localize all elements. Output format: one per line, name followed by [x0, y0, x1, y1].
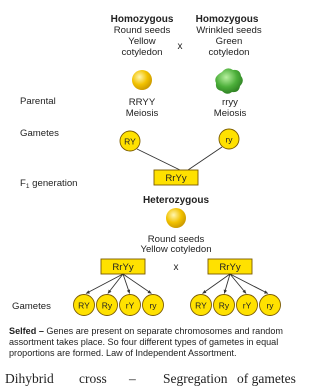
caption-word-4: Segregation — [163, 371, 228, 386]
right-f1-gamete-label: Ry — [218, 300, 230, 311]
f1-round-yellow-seed-icon — [166, 208, 186, 228]
explanatory-note — [9, 326, 302, 360]
left-parent-line3: cotyledon — [121, 47, 163, 58]
right-parent-genotype: rryy — [222, 97, 238, 108]
left-gamete-arrow-line — [108, 274, 123, 294]
figure-caption — [5, 371, 305, 389]
caption-word-1: Dihybrid — [5, 371, 54, 386]
left-gamete-arrowhead — [148, 290, 152, 293]
left-fertilization-line — [137, 149, 180, 170]
right-gamete-arrow-line — [230, 274, 268, 294]
right-parent-gamete-label: ry — [225, 134, 233, 145]
round-yellow-seed-icon — [132, 70, 152, 90]
f1-line1: Round seeds — [147, 234, 205, 245]
left-gamete-arrowhead — [127, 290, 130, 294]
f1-line2: Yellow cotyledon — [140, 244, 212, 255]
parental-cross-symbol: x — [177, 41, 183, 52]
right-gamete-arrowhead — [202, 290, 206, 293]
wrinkled-green-seed-icon — [215, 68, 243, 93]
left-parent-line1: Round seeds — [113, 25, 171, 36]
left-f1-gamete-label: Ry — [101, 300, 113, 311]
right-fertilization-line — [188, 147, 222, 170]
right-parent-line2: Green — [215, 36, 243, 47]
right-f1-gamete-label: rY — [242, 300, 252, 311]
f1-gametes-group — [74, 295, 281, 316]
right-f1-gamete-label: RY — [195, 300, 207, 311]
right-parent-meiosis: Meiosis — [213, 108, 247, 119]
bottom-gametes-label: Gametes — [12, 301, 51, 312]
left-parent-line2: Yellow — [128, 36, 156, 47]
selfing-cross-symbol: x — [173, 262, 179, 273]
left-parent-gamete-label: RY — [124, 136, 136, 147]
selfing-left-genotype: RrYy — [112, 262, 134, 273]
f1-row-label: $F_1$ generation — [20, 178, 78, 190]
right-gamete-arrow-line — [230, 274, 246, 294]
selfing-right-genotype: RrYy — [219, 262, 241, 273]
right-parent-title: Homozygous — [195, 14, 259, 25]
left-parent-meiosis: Meiosis — [125, 108, 159, 119]
left-f1-gamete-label: RY — [78, 300, 90, 311]
gametes-row-label: Gametes — [20, 128, 59, 139]
right-parent-line3: cotyledon — [208, 47, 250, 58]
left-parent-title: Homozygous — [110, 14, 174, 25]
left-f1-gamete-label: ry — [149, 300, 157, 311]
right-parent-line1: Wrinkled seeds — [196, 25, 262, 36]
gamete-arrows — [86, 274, 268, 294]
left-parent-genotype: RRYY — [128, 97, 156, 108]
f1-genotype: RrYy — [165, 173, 187, 184]
note-text: Genes are present on separate chromosomes and random assortment takes place. So four different types of gametes in equal proportions are formed. Law of Independent Assortment. — [9, 326, 283, 359]
caption-word-5: of gametes — [237, 371, 296, 386]
note-bold-term: Selfed – — [9, 326, 44, 336]
f1-title: Heterozygous — [142, 195, 210, 206]
left-gamete-arrow-line — [86, 274, 123, 294]
parental-row-label: Parental — [20, 96, 56, 107]
left-f1-gamete-label: rY — [125, 300, 135, 311]
caption-word-2: cross — [79, 371, 107, 386]
right-f1-gamete-label: ry — [266, 300, 274, 311]
caption-word-3: – — [129, 371, 136, 386]
